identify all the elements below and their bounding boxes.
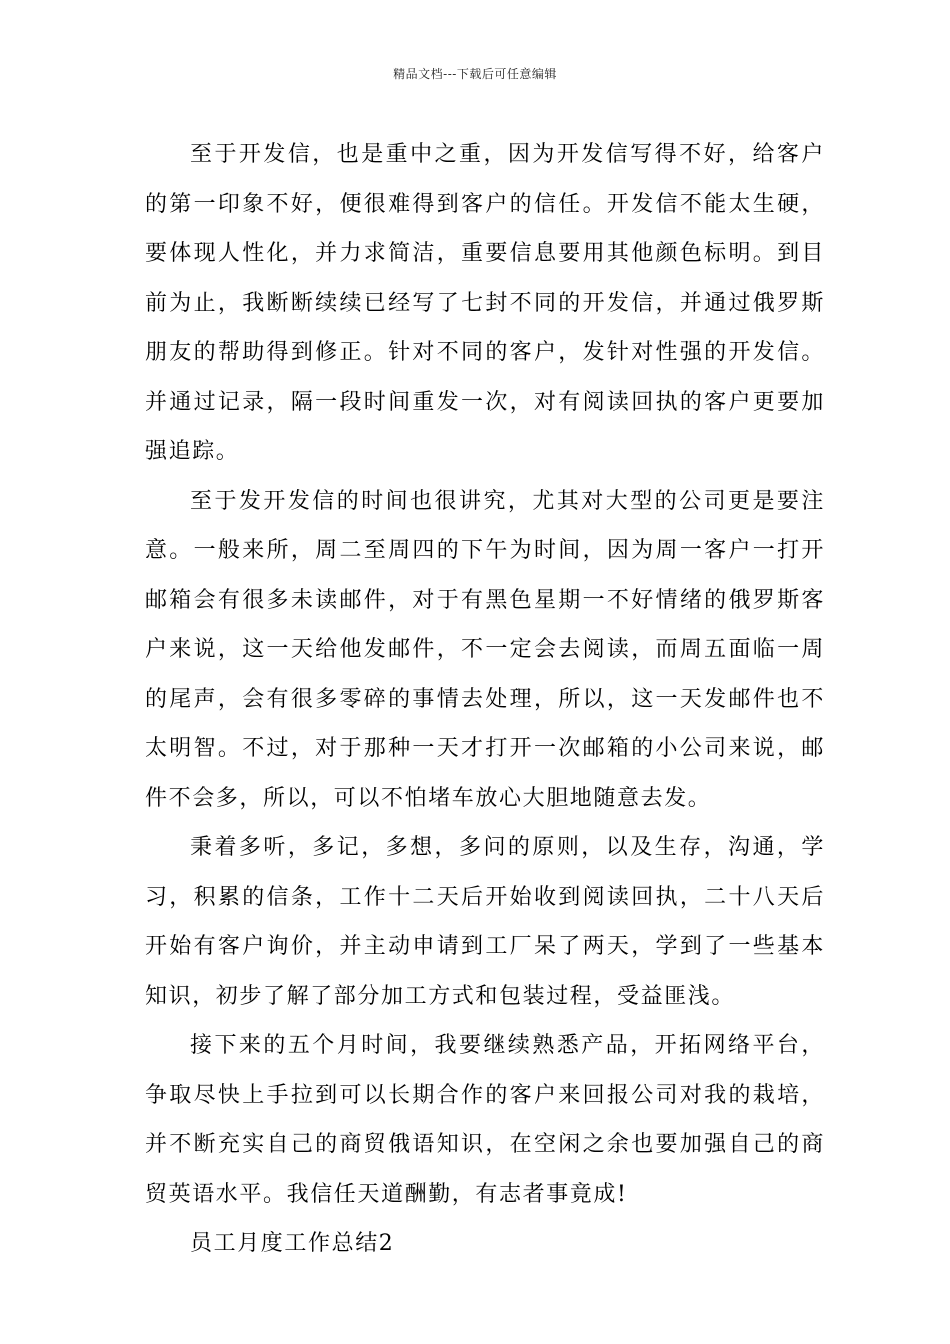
document-body (145, 130, 825, 1269)
paragraph-4: 接下来的五个月时间，我要继续熟悉产品，开拓网络平台，争取尽快上手拉到可以长期合作的客户来回报公司对我的栽培，并不断充实自己的商贸俄语知识，在空闲之余也要加强自己的商贸英语水平。我信任天道酬勤，有志者事竟成! (145, 1033, 825, 1207)
paragraph-2: 至于发开发信的时间也很讲究，尤其对大型的公司更是要注意。一般来所，周二至周四的下午为时间，因为周一客户一打开邮箱会有很多未读邮件，对于有黑色星期一不好情绪的俄罗斯客户来说，这一天给他发邮件，不一定会去阅读，而周五面临一周的尾声，会有很多零碎的事情去处理，所以，这一天发邮件也不太明智。不过，对于那种一天才打开一次邮箱的小公司来说，邮件不会多，所以，可以不怕堵车放心大胆地随意去发。 (145, 488, 825, 811)
paragraph-1: 至于开发信，也是重中之重，因为开发信写得不好，给客户的第一印象不好，便很难得到客户的信任。开发信不能太生硬，要体现人性化，并力求简洁，重要信息要用其他颜色标明。到目前为止，我断断续续已经写了七封不同的开发信，并通过俄罗斯朋友的帮助得到修正。针对不同的客户，发针对性强的开发信。并通过记录，隔一段时间重发一次，对有阅读回执的客户更要加强追踪。 (145, 142, 825, 464)
paragraph-3: 秉着多听，多记，多想，多问的原则，以及生存，沟通，学习，积累的信条，工作十二天后开始收到阅读回执，二十八天后开始有客户询价，并主动申请到工厂呆了两天，学到了一些基本知识，初步了解了部分加工方式和包装过程，受益匪浅。 (145, 835, 825, 1009)
section-title: 员工月度工作总结2 (190, 1231, 395, 1256)
page-header: 精品文档---下载后可任意编辑 (393, 67, 557, 81)
